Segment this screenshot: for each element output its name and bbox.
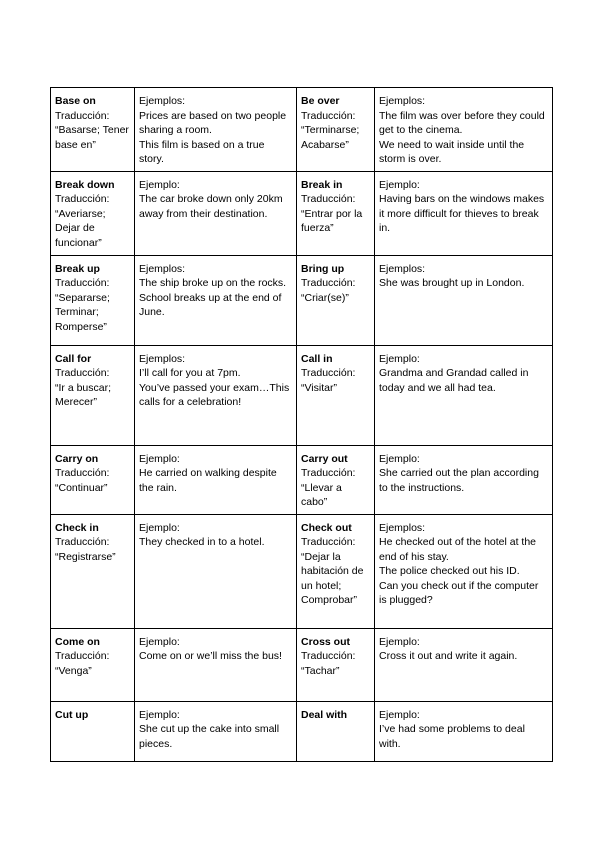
examples-label: Ejemplos: [139,95,186,107]
example-sentence: She cut up the cake into small pieces. [139,723,280,750]
phrasal-verb: Carry on [55,452,99,465]
translation-label: Traducción: [55,109,110,122]
example-sentence: I’ve had some problems to deal with. [379,723,525,750]
example-cell [135,445,297,514]
example-cell [375,171,553,255]
phrasal-verb: Check in [55,521,99,534]
example-sentence: This film is based on a true story. [139,138,265,165]
examples-label: Ejemplo: [139,178,180,191]
example-sentence: Come on or we’ll miss the bus! [139,650,282,662]
examples-label: Ejemplos: [379,521,426,534]
verb-cell [297,171,375,255]
example-cell [135,345,297,445]
verb-cell [51,445,135,514]
table-row [51,88,553,172]
verb-cell [297,445,375,514]
phrasal-verb: Deal with [301,708,348,721]
verb-cell [297,701,375,761]
verb-cell [297,514,375,628]
example-sentence: She carried out the plan according to the instructions. [379,467,539,494]
translation-text: “Dejar la habitación de un hotel; Comprobar” [301,550,364,606]
phrasal-verb: Bring up [301,262,345,275]
verb-cell [51,514,135,628]
translation-label: Traducción: [55,193,110,205]
example-sentence: He carried on walking despite the rain. [139,467,277,494]
verb-cell [297,88,375,172]
phrasal-verb: Check out [301,521,352,534]
example-sentence: Having bars on the windows makes it more difficult for thieves to break in. [379,193,545,234]
translation-text: “Venga” [55,664,92,677]
example-cell [135,514,297,628]
translation-text: “Basarse; Tener base en” [55,124,129,151]
translation-text: “Separarse; Terminar; Romperse” [55,291,110,333]
examples-label: Ejemplo: [379,178,420,191]
translation-text: “Criar(se)” [301,291,349,304]
example-cell [135,88,297,172]
example-cell [375,255,553,345]
examples-label: Ejemplos: [139,262,186,275]
translation-label: Traducción: [55,277,110,289]
translation-text: “Registrarse” [55,550,116,563]
example-cell [135,171,297,255]
verb-cell [297,255,375,345]
translation-label: Traducción: [301,650,356,662]
example-sentence: You’ve passed your exam…This calls for a celebration! [139,381,290,408]
phrasal-verbs-table [50,87,553,762]
phrasal-verb: Cut up [55,708,89,721]
translation-text: “Ir a buscar; Merecer” [55,381,112,408]
translation-text: “Averiarse; Dejar de funcionar” [55,207,106,249]
example-sentence: The film was over before they could get to the cinema. [379,109,545,136]
examples-label: Ejemplo: [139,708,180,721]
translation-label: Traducción: [55,367,110,379]
verb-cell [51,345,135,445]
table-row [51,345,553,445]
translation-text: “Continuar” [55,481,108,494]
table-body [51,88,553,762]
translation-label: Traducción: [55,536,110,548]
translation-text: “Visitar” [301,381,337,394]
examples-label: Ejemplo: [379,352,420,365]
phrasal-verb: Cross out [301,635,351,648]
translation-text: “Llevar a cabo” [301,481,342,508]
examples-label: Ejemplo: [379,452,420,465]
verb-cell [51,255,135,345]
example-cell [375,345,553,445]
translation-text: “Tachar” [301,664,340,677]
phrasal-verb: Call for [55,352,92,365]
phrasal-verb: Break up [55,262,100,275]
verb-cell [51,171,135,255]
example-cell [375,701,553,761]
table-row [51,255,553,345]
translation-label: Traducción: [55,650,110,662]
table-row [51,701,553,761]
example-sentence: School breaks up at the end of June. [139,291,282,318]
verb-cell [51,701,135,761]
example-sentence: We need to wait inside until the storm is over. [379,138,525,165]
example-sentence: Prices are based on two people sharing a room. [139,109,287,136]
table-row [51,171,553,255]
example-sentence: The ship broke up on the rocks. [139,277,287,289]
examples-label: Ejemplos: [139,352,186,365]
translation-text: “Terminarse; Acabarse” [301,124,360,151]
translation-label: Traducción: [301,193,356,205]
table-row [51,514,553,628]
examples-label: Ejemplo: [379,708,420,721]
translation-label: Traducción: [301,536,356,548]
example-sentence: She was brought up in London. [379,277,525,289]
example-cell [135,255,297,345]
examples-label: Ejemplo: [379,635,420,648]
translation-label: Traducción: [301,277,356,289]
phrasal-verb: Come on [55,635,100,648]
example-sentence: The police checked out his ID. [379,565,520,577]
example-cell [375,628,553,701]
translation-label: Traducción: [55,467,110,479]
examples-label: Ejemplos: [379,262,426,275]
phrasal-verb: Call in [301,352,333,365]
example-cell [135,628,297,701]
examples-label: Ejemplos: [379,95,426,107]
example-sentence: The car broke down only 20km away from their destination. [139,193,283,220]
example-sentence: I’ll call for you at 7pm. [139,367,241,379]
examples-label: Ejemplo: [139,635,180,648]
translation-label: Traducción: [301,467,356,479]
example-sentence: They checked in to a hotel. [139,536,265,548]
verb-cell [51,88,135,172]
translation-text: “Entrar por la fuerza” [301,207,363,234]
example-sentence: Grandma and Grandad called in today and we all had tea. [379,367,529,394]
example-sentence: Cross it out and write it again. [379,650,518,662]
example-cell [375,88,553,172]
translation-label: Traducción: [301,367,356,379]
phrasal-verb: Break down [55,178,115,191]
example-cell [375,514,553,628]
verb-cell [51,628,135,701]
table-row [51,628,553,701]
phrasal-verb: Base on [55,95,96,107]
example-sentence: Can you check out if the computer is plugged? [379,579,539,606]
example-cell [135,701,297,761]
example-cell [375,445,553,514]
examples-label: Ejemplo: [139,452,180,465]
phrasal-verb: Carry out [301,452,348,465]
phrasal-verb: Be over [301,95,340,107]
example-sentence: He checked out of the hotel at the end of his stay. [379,536,537,563]
verb-cell [297,345,375,445]
table-row [51,445,553,514]
verb-cell [297,628,375,701]
examples-label: Ejemplo: [139,521,180,534]
phrasal-verb: Break in [301,178,343,191]
translation-label: Traducción: [301,109,356,122]
